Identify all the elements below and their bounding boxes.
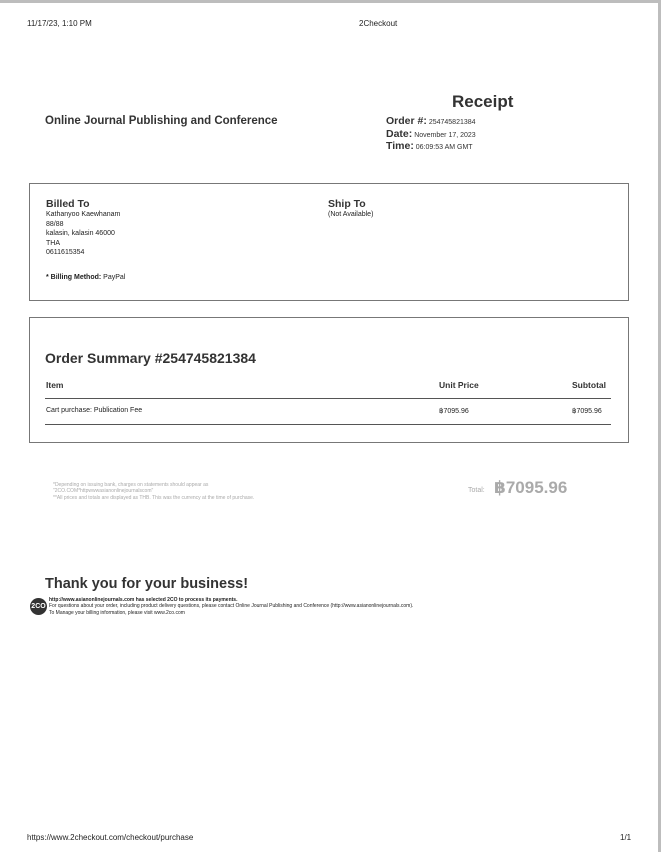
total-label: Total:: [468, 487, 485, 494]
row-unit-price: ฿7095.96: [439, 408, 469, 415]
order-meta: [386, 116, 476, 154]
table-bottom-divider: [45, 424, 611, 425]
processor-line: http://www.asianonlinejournals.com has selected 2CO to process its payments.: [49, 597, 238, 603]
order-number: 254745821384: [428, 119, 476, 126]
total-value: ฿7095.96: [494, 478, 568, 497]
thank-you-heading: Thank you for your business!: [45, 576, 249, 592]
ship-to-value: (Not Available): [328, 211, 374, 218]
column-header-subtotal: Subtotal: [572, 380, 606, 390]
merchant-name: Online Journal Publishing and Conference: [45, 115, 278, 127]
print-site-title: 2Checkout: [359, 19, 398, 28]
billed-to-address1: 88/88: [46, 220, 64, 228]
billed-to-title: Billed To: [46, 198, 90, 210]
ship-to: [328, 199, 373, 220]
row-subtotal: ฿7095.96: [572, 408, 602, 415]
billed-to-country: THA: [46, 239, 60, 247]
order-date-label: Date:: [386, 127, 413, 140]
billed-to-address2: kalasin, kalasin 46000: [46, 230, 115, 237]
order-time-label: Time:: [386, 140, 414, 152]
billing-method-value: PayPal: [103, 274, 126, 281]
column-header-item: Item: [46, 380, 64, 390]
order-number-label: Order #:: [386, 115, 427, 127]
order-time-row: [386, 141, 476, 154]
note-line: "2CO.COM*httpwwwasianonlinejournalscom": [53, 488, 154, 495]
support-contact-line: For questions about your order, including product delivery questions, please contact Online Journal Publishing and Conference (http://www.asianonlinejournals.com).: [49, 603, 414, 610]
billed-to-name: Kathanyoo Kaewhanam: [46, 211, 121, 218]
print-url: https://www.2checkout.com/checkout/purchase: [27, 833, 194, 842]
receipt-title: Receipt: [452, 92, 514, 111]
billing-method: [46, 274, 125, 281]
billing-manage-line: To Manage your billing information, please visit www.2co.com: [49, 609, 185, 616]
pricing-notes: [53, 482, 254, 501]
column-header-unit-price: Unit Price: [439, 380, 479, 390]
page-number: 1/1: [620, 833, 632, 842]
processor-info: [49, 597, 413, 616]
billed-to-phone: 0611615354: [46, 249, 85, 256]
note-line: **All prices and totals are displayed as THB. This was the currency at the time of purchase.: [53, 494, 255, 501]
table-header-divider: [45, 398, 611, 399]
note-line: *Depending on issuing bank, charges on statements should appear as: [53, 482, 209, 488]
print-datetime: 11/17/23, 1:10 PM: [27, 19, 92, 28]
billed-to: [46, 199, 120, 258]
row-item: Cart purchase: Publication Fee: [46, 407, 143, 414]
order-date: November 17, 2023: [414, 131, 476, 139]
order-summary-title: Order Summary #254745821384: [45, 350, 256, 366]
billing-method-label: * Billing Method:: [46, 274, 102, 281]
ship-to-title: Ship To: [328, 198, 366, 210]
order-time: 06:09:53 AM GMT: [415, 144, 473, 151]
2co-logo-icon: 2CO: [30, 598, 47, 615]
